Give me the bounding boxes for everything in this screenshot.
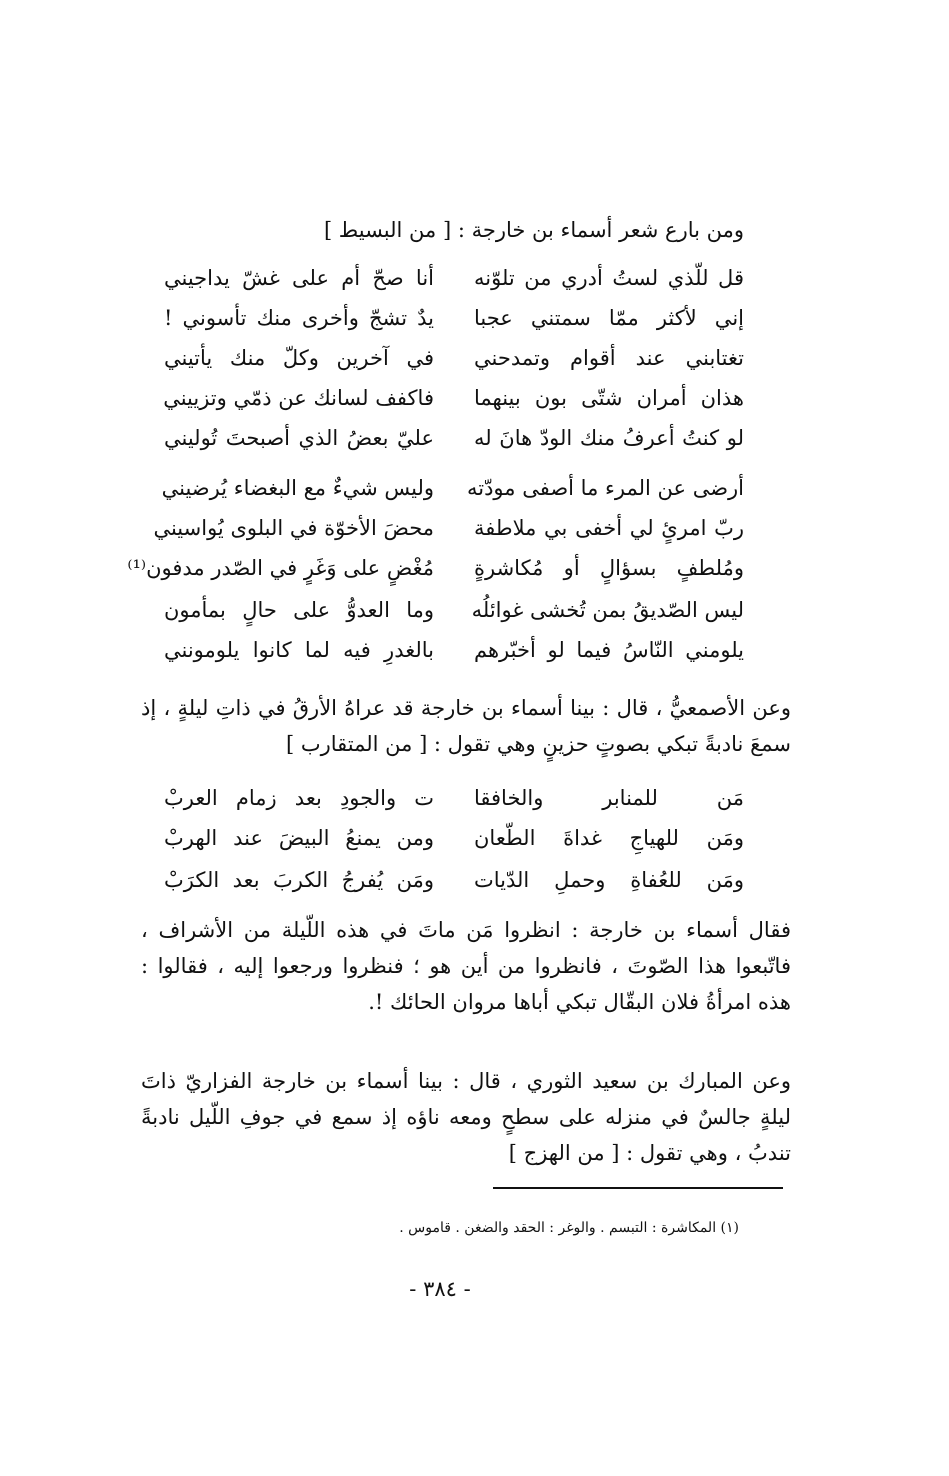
verse-first-hemistich: ومَن للهياجِ غداةَ الطّعان [474, 826, 744, 850]
verse-first-hemistich: مَن للمنابر والخافقا [474, 786, 744, 810]
verse-second-hemistich: محضَ الأخوّة في البلوى يُواسيني [153, 516, 434, 540]
verse-second-hemistich: ت والجودِ بعد زمام العربْ [164, 786, 434, 810]
verse-second-hemistich: يدٌ تشجّ وأخرى منك تأسوني ! [164, 306, 434, 330]
paragraph-asma-reply [141, 912, 791, 1020]
verse-second-hemistich: بالغدرِ فيه لما كانوا يلومونني [164, 638, 434, 662]
verse-row [164, 862, 744, 898]
verse-second-hemistich: ومن يمنعُ البيضَ عند الهربْ [164, 826, 434, 850]
verse-second-hemistich: عليّ بعضُ الذي أصبحتَ تُوليني [164, 426, 434, 450]
verse-row [153, 510, 744, 546]
verse-second-hemistich: في آخرين وكلّ منك يأتيني [164, 346, 434, 370]
verse-second-hemistich: وما العدوُّ على حالٍ بمأمون [164, 598, 434, 622]
footnote: (١) المكاشرة : التبسم . والوغر : الحقد والضغن . قاموس . [399, 1220, 739, 1236]
verse-row [164, 780, 744, 816]
verse-row [164, 420, 744, 456]
verse-first-hemistich: تغتابني عند أقوام وتمدحني [474, 346, 744, 370]
verse-first-hemistich: ومُلطفٍ بسؤالٍ أو مُكاشرةٍ [474, 556, 744, 580]
verse-second-hemistich: فاكفف لسانك عن ذمّي وتزييني [163, 386, 434, 410]
verse-row [164, 340, 744, 376]
paragraph-mubarak [141, 1063, 791, 1171]
verse-row [164, 632, 744, 668]
verse-row [164, 260, 744, 296]
verse-first-hemistich: ليس الصّديقُ بمن تُخشى غوائلُه [471, 598, 744, 622]
footnote-divider [493, 1187, 783, 1189]
verse-first-hemistich: ربّ امرئٍ لي أخفى بي ملاطفة [474, 516, 744, 540]
verse-first-hemistich: يلومني النّاسُ فيما لو أخبّرهم [474, 638, 744, 662]
verse-row [164, 592, 744, 628]
paragraph-text: وعن الأصمعيُّ ، قال : بينا أسماء بن خارجة قد عراهُ الأرقُ في ذاتِ ليلةٍ ، إذ سمعَ نادبةً تبكي بصوتٍ حزينٍ وهي تقول : [ من المتقارب ] [141, 696, 791, 756]
verse-row [164, 300, 744, 336]
verse-second-hemistich: أنا صحّ أم على غشّ يداجيني [164, 266, 434, 290]
verse-first-hemistich: إني لأكثر ممّا سمتني عجبا [474, 306, 744, 330]
verse-first-hemistich: لو كنتُ أعرفُ منك الودّ هانَ له [474, 426, 744, 450]
verse-row [161, 470, 744, 506]
intro-line: ومن بارع شعر أسماء بن خارجة : [ من البسيط ] [323, 218, 744, 242]
verse-second-hemistich: ومَن يُفرجُ الكربَ بعد الكرَبْ [164, 868, 434, 892]
paragraph-text: فقال أسماء بن خارجة : انظروا مَن ماتَ في هذه اللّيلة من الأشراف ، فاتّبعوا هذا الصّوتَ ، فانظروا من أين هو ؛ فنظروا ورجعوا إليه ، فقالوا : هذه امرأةُ فلان البقّال تبكي أباها مروان الحائك !. [141, 918, 791, 1014]
verse-row [164, 820, 744, 856]
verse-first-hemistich: ومَن للعُفاةِ وحملِ الدّيات [474, 868, 744, 892]
paragraph-text: وعن المبارك بن سعيد الثوري ، قال : بينا أسماء بن خارجة الفزاريّ ذاتَ ليلةٍ جالسٌ في منزله على سطحٍ ومعه ناؤه إذ سمع في جوفِ اللّيل نادبةً تندبُ ، وهي تقول : [ من الهزج ] [141, 1069, 791, 1165]
paragraph-asmai [141, 690, 791, 762]
verse-second-hemistich: مُغْضٍ على وَغَرٍ في الصّدر مدفون⁽¹⁾ [127, 556, 434, 580]
verse-first-hemistich: هذان أمران شتّى بون بينهما [474, 386, 744, 410]
verse-row [164, 380, 744, 416]
page-number: - ٣٨٤ - [409, 1277, 471, 1301]
verse-second-hemistich: وليس شيءٌ مع البغضاء يُرضيني [161, 476, 434, 500]
verse-row [127, 550, 744, 586]
verse-first-hemistich: قل للّذي لستُ أدري من تلوّنه [474, 266, 744, 290]
verse-first-hemistich: أرضى عن المرء ما أصفى مودّته [466, 476, 744, 500]
